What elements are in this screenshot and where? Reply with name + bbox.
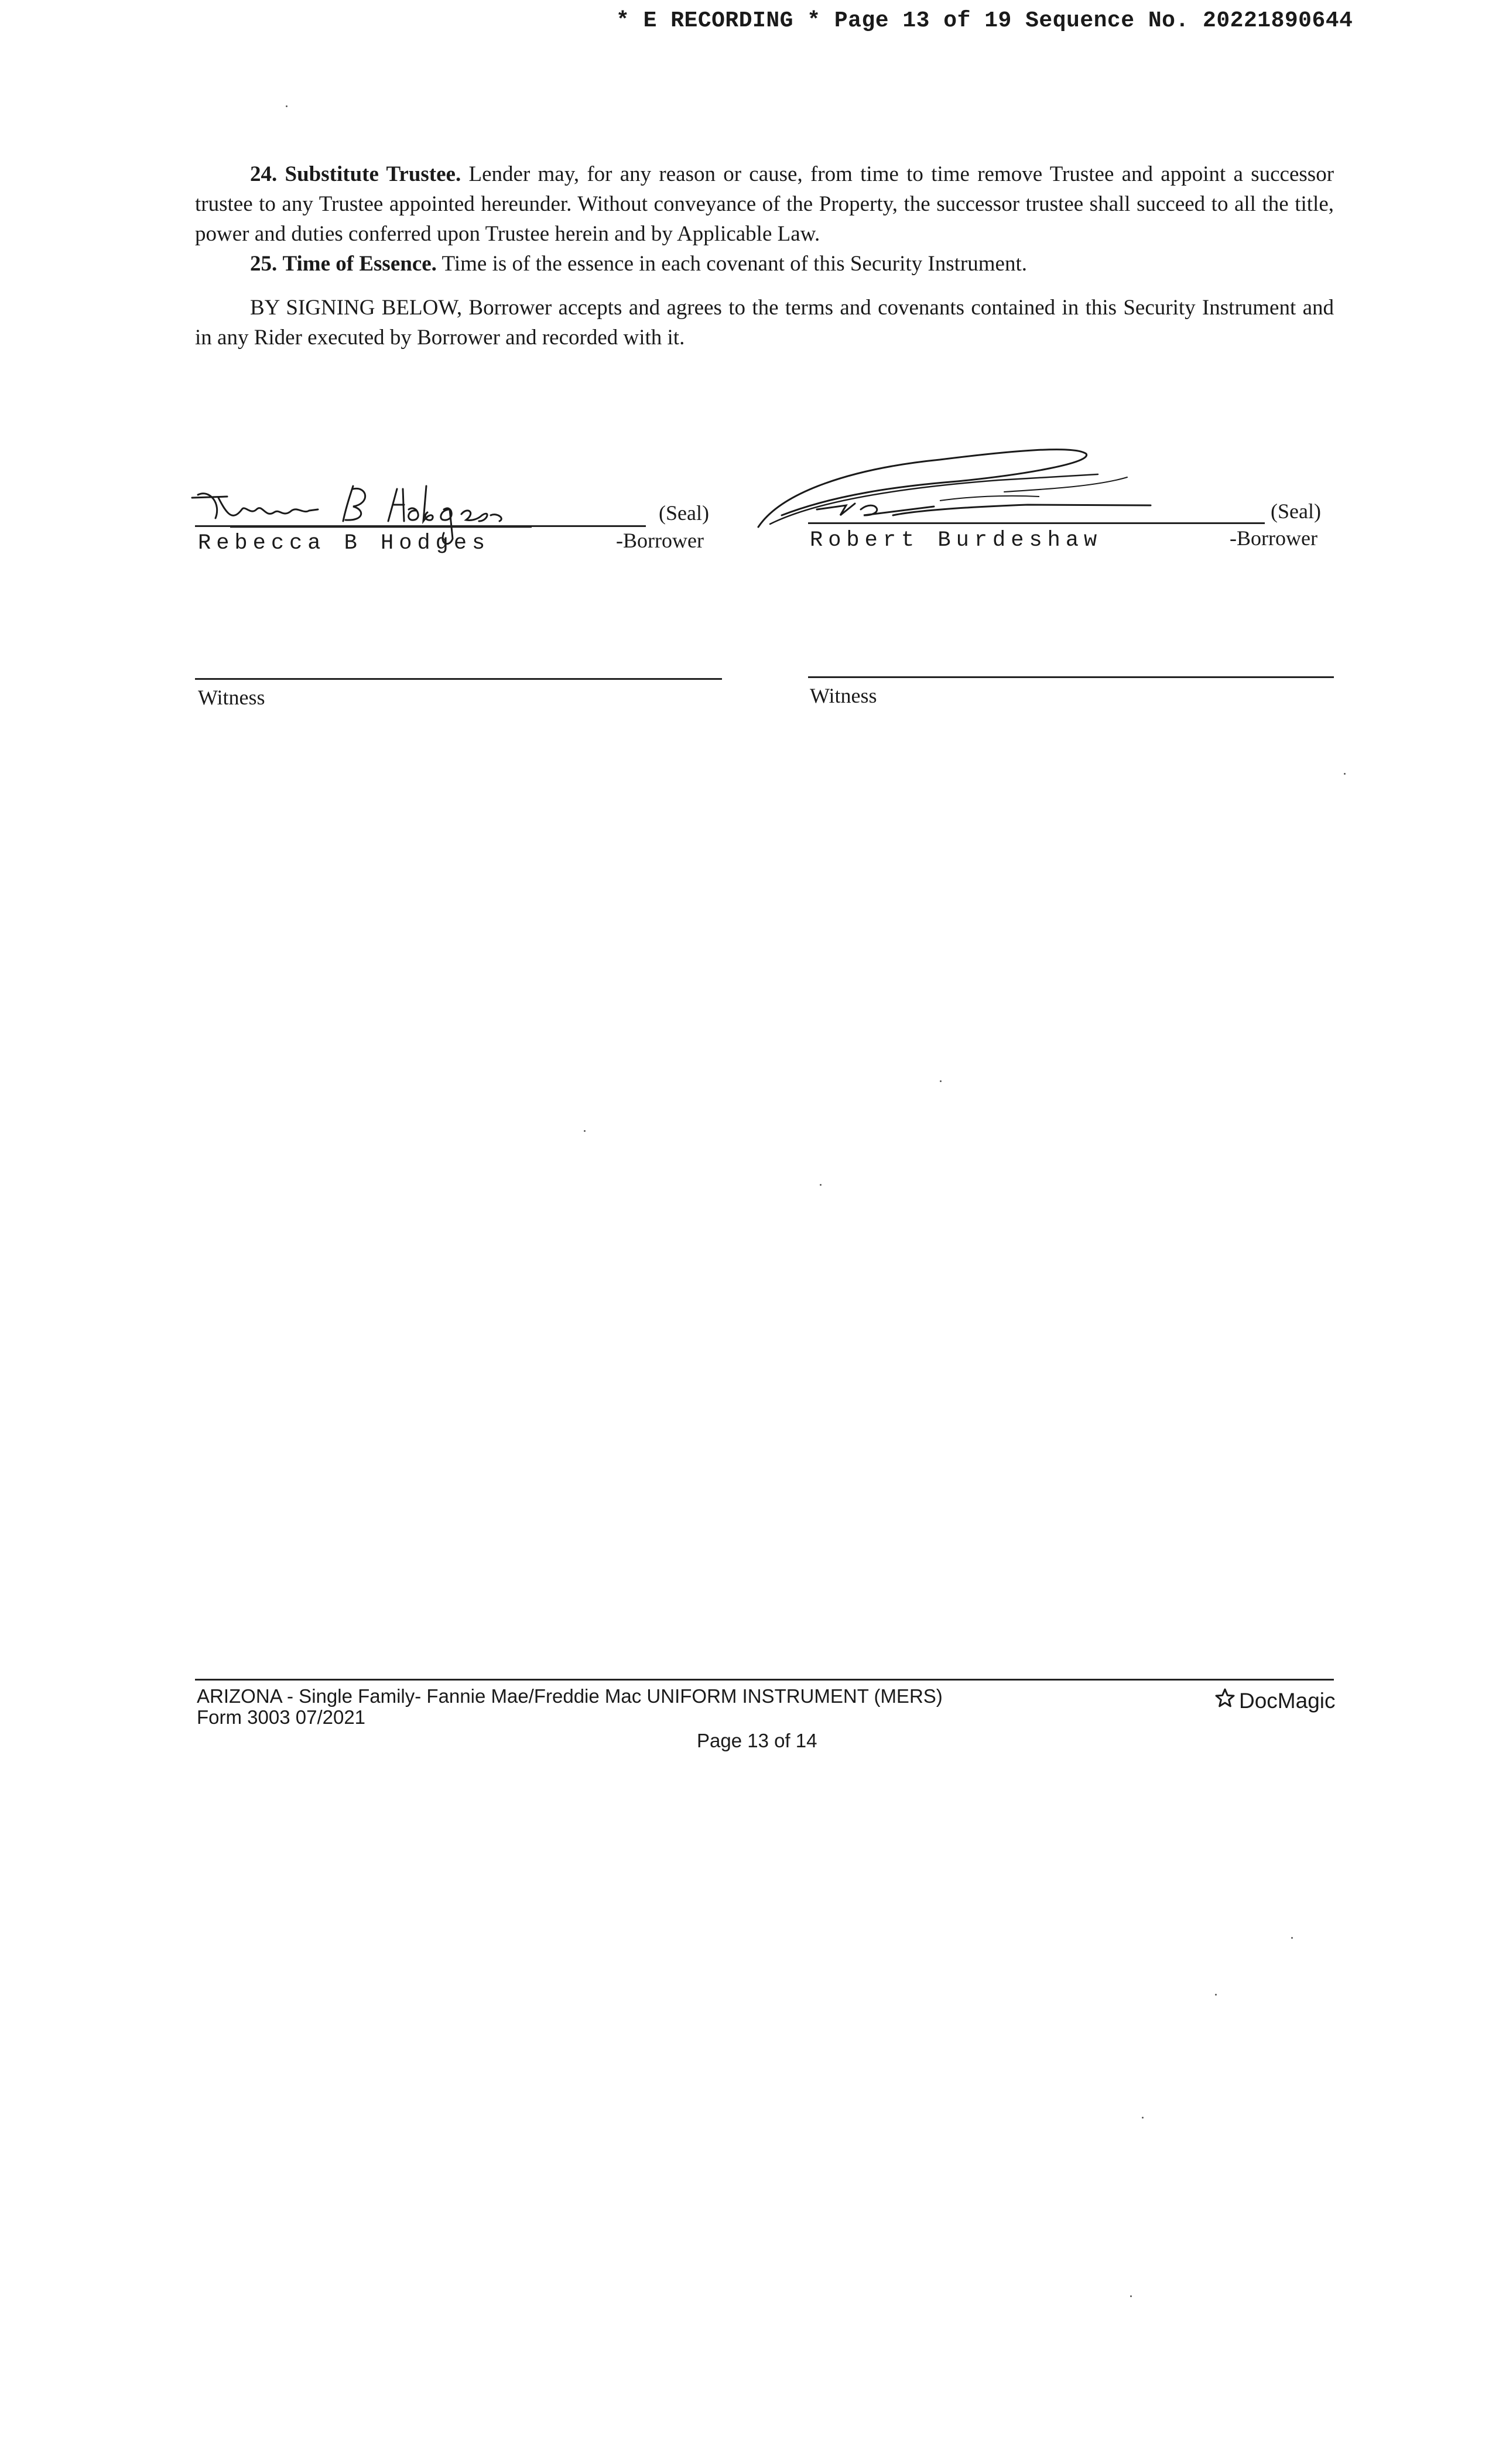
clause-25 xyxy=(195,249,1334,279)
borrower-1-seal-label: (Seal) xyxy=(659,501,709,525)
scan-speck xyxy=(940,1080,942,1082)
star-outline-icon xyxy=(1213,1686,1237,1715)
clause-heading: Time of Essence. xyxy=(282,252,437,276)
form-number: Form 3003 07/2021 xyxy=(197,1706,366,1728)
docmagic-logo xyxy=(1213,1686,1336,1715)
scan-speck xyxy=(1130,2295,1132,2297)
scan-speck xyxy=(1142,2117,1144,2119)
footer-rule xyxy=(195,1679,1334,1681)
witness-1-line xyxy=(195,678,722,680)
page-number: Page 13 of 14 xyxy=(697,1730,817,1751)
scan-speck xyxy=(1344,773,1346,775)
clause-number: 24. xyxy=(250,162,278,186)
scan-speck xyxy=(1215,1994,1217,1996)
witness-2-line xyxy=(808,676,1334,678)
borrower-1-typed-name: Rebecca B Hodges xyxy=(198,531,491,556)
borrower-2-seal-label: (Seal) xyxy=(1271,499,1321,523)
document-body xyxy=(195,159,1334,353)
witness-2-label: Witness xyxy=(810,684,877,707)
clause-text: Lender may, for any reason or cause, from time to time remove Trustee and appoint a successor trustee to any Trustee appointed hereunder. Without conveyance of the Property, the successor trustee shall succeed to all the title, power and duties conferred upon Trustee herein and by Applicable Law. xyxy=(195,162,1334,246)
scan-speck xyxy=(820,1184,822,1186)
brand-name: DocMagic xyxy=(1239,1688,1336,1713)
borrower-1-signature-line xyxy=(195,525,646,527)
scan-speck xyxy=(584,1130,586,1132)
scan-speck xyxy=(1291,1937,1293,1939)
borrower-2-signature-line xyxy=(808,522,1265,524)
signing-acknowledgment: BY SIGNING BELOW, Borrower accepts and agrees to the terms and covenants contained in this Security Instrument and in any Rider executed by Borrower and recorded with it. xyxy=(195,296,1334,350)
clause-heading: Substitute Trustee. xyxy=(285,162,461,186)
borrower-2-role: -Borrower xyxy=(1230,526,1317,550)
recording-stamp: * E RECORDING * Page 13 of 19 Sequence No. 20221890644 xyxy=(616,8,1353,33)
witness-1-label: Witness xyxy=(198,686,265,709)
form-title: ARIZONA - Single Family- Fannie Mae/Freddie Mac UNIFORM INSTRUMENT (MERS) xyxy=(197,1685,943,1707)
clause-number: 25. xyxy=(250,252,278,276)
scan-speck xyxy=(286,105,288,107)
borrower-2-typed-name: Robert Burdeshaw xyxy=(810,528,1103,553)
clause-24 xyxy=(195,159,1334,249)
borrower-1-role: -Borrower xyxy=(616,529,704,552)
clause-text: Time is of the essence in each covenant of this Security Instrument. xyxy=(442,252,1027,276)
